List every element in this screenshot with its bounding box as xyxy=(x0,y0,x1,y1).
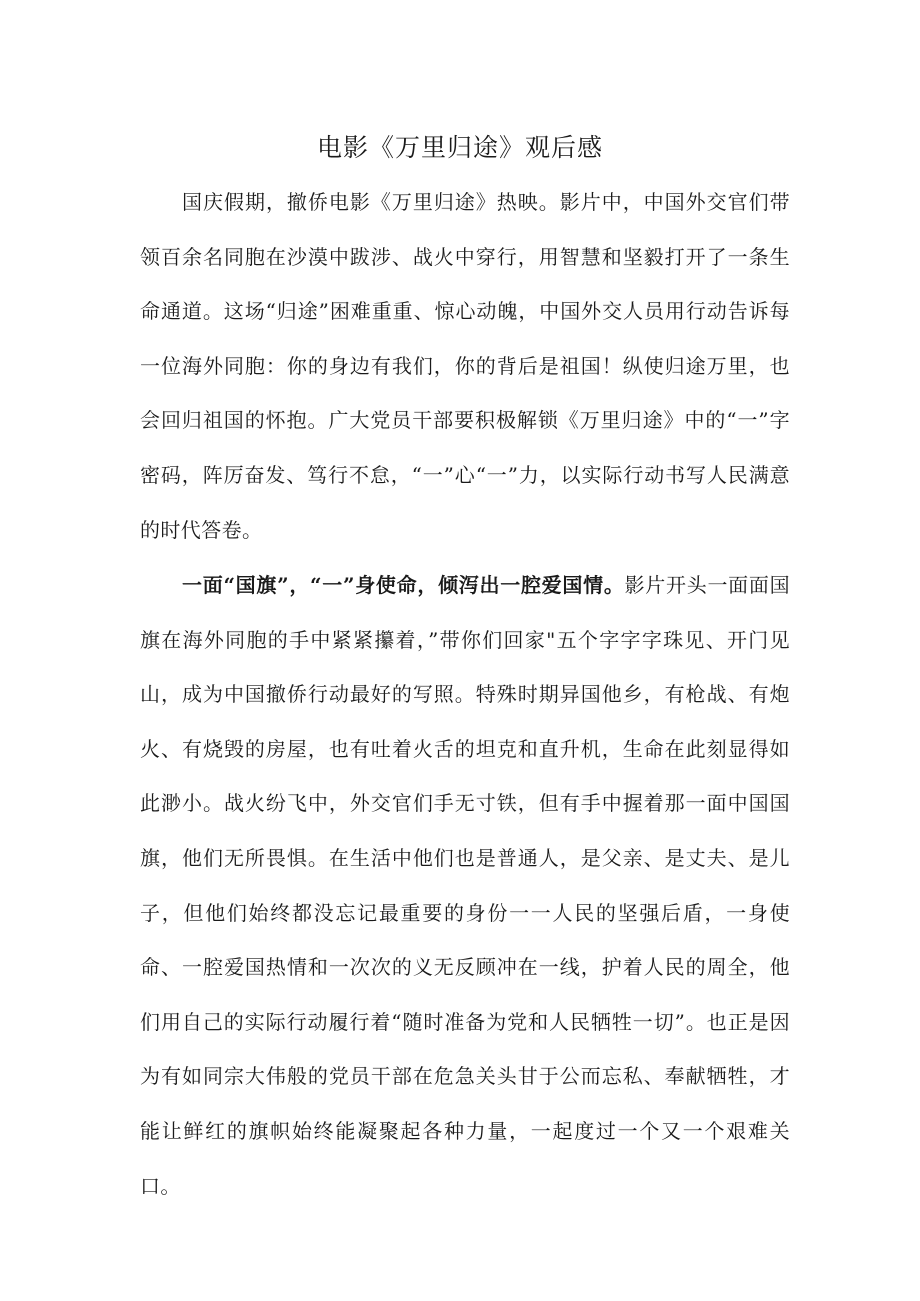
paragraph-flag-lead: 一面“国旗”，“一”身使命，倾泻出一腔爱国情。 xyxy=(182,573,625,597)
document-title: 电影《万里归途》观后感 xyxy=(316,133,603,162)
paragraph-intro xyxy=(140,175,790,557)
paragraph-flag xyxy=(140,558,790,1213)
paragraph-intro-text: 国庆假期，撤侨电影《万里归途》热映。影片中，中国外交官们带领百余名同胞在沙漠中跋涉、战火中穿行，用智慧和坚毅打开了一条生命通道。这场“归途”困难重重、惊心动魄，中国外交人员用行动告诉每一位海外同胞：你的身边有我们，你的背后是祖国！纵使归途万里，也会回归祖国的怀抱。广大党员干部要积极解锁《万里归途》中的“一”字密码，阵厉奋发、笃行不怠，“一”心“一”力，以实际行动书写人民满意的时代答卷。 xyxy=(140,190,790,542)
paragraph-flag-text: 影片开头一面面国旗在海外同胞的手中紧紧攥着，”带你们回家"五个字字字珠见、开门见山，成为中国撤侨行动最好的写照。特殊时期异国他乡，有枪战、有炮火、有烧毁的房屋，也有吐着火舌的坦克和直升机，生命在此刻显得如此渺小。战火纷飞中，外交官们手无寸铁，但有手中握着那一面中国国旗，他们无所畏惧。在生活中他们也是普通人，是父亲、是丈夫、是儿子，但他们始终都没忘记最重要的身份一一人民的坚强后盾，一身使命、一腔爱国热情和一次次的义无反顾冲在一线，护着人民的周全，他们用自己的实际行动履行着“随时准备为党和人民牺牲一切”。也正是因为有如同宗大伟般的党员干部在危急关头甘于公而忘私、奉献牺牲，才能让鲜红的旗帜始终能凝聚起各种力量，一起度过一个又一个艰难关口。 xyxy=(140,573,790,1198)
